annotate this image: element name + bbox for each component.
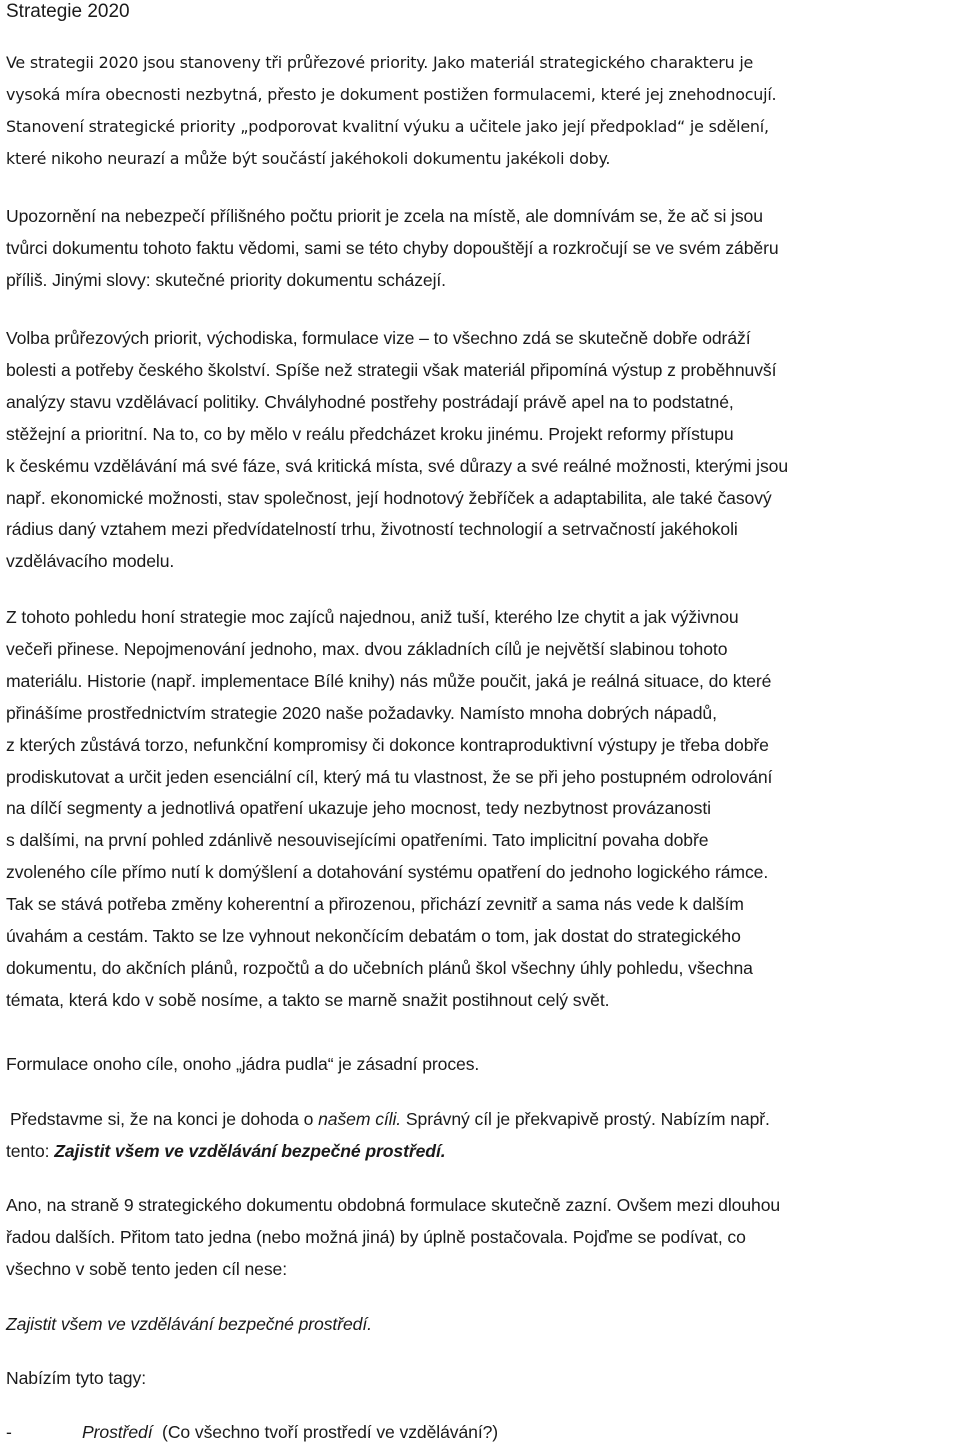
tag-description: (Co všechno tvoří prostředí ve vzdělávání?) <box>152 1422 499 1442</box>
paragraph-line: dokumentu, do akčních plánů, rozpočtů a do učebních plánů škol všechny úhly pohledu, všechna <box>6 957 753 978</box>
paragraph-line: které nikoho neurazí a může být součástí jakéhokoli dokumentu jakékoli doby. <box>6 148 611 168</box>
paragraph-line: úvahám a cestám. Takto se lze vyhnout nekončícím debatám o tom, jak dostat do strategického <box>6 926 741 947</box>
paragraph-line: Stanovení strategické priority „podporovat kvalitní výuku a učitele jako její předpoklad“ je sdělení, <box>6 116 769 136</box>
list-item <box>6 1417 956 1449</box>
paragraph-3 <box>6 323 956 578</box>
paragraph-9 <box>6 1363 956 1395</box>
paragraph-line: tvůrci dokumentu tohoto faktu vědomi, sami se této chyby dopouštějí a rozkročují se ve svém záběru <box>6 237 779 258</box>
bullet-list <box>6 1417 956 1449</box>
goal-statement: Zajistit všem ve vzdělávání bezpečné prostředí. <box>6 1314 372 1334</box>
paragraph-line: Ve strategii 2020 jsou stanoveny tři průřezové priority. Jako materiál strategického charakteru je <box>6 53 754 72</box>
paragraph-7 <box>6 1190 956 1286</box>
paragraph-line <box>6 1104 956 1136</box>
paragraph-line: Z tohoto pohledu honí strategie moc zajíců najednou, aniž tuší, kterého lze chytit a jak výživnou <box>6 607 739 627</box>
paragraph-line: na dílčí segmenty a jednotlivá opatření ukazuje jeho mocnost, tedy nezbytnost provázanosti <box>6 798 711 819</box>
paragraph-line: prodiskutovat a určit jeden esenciální cíl, který má tu vlastnost, že se při jeho postupném odrolování <box>6 766 773 787</box>
paragraph-2 <box>6 201 956 297</box>
paragraph-line: Tak se stává potřeba změny koherentní a přirozenou, přichází zevnitř a sama nás vede k dalším <box>6 894 744 915</box>
text-run: Představme si, že na konci je dohoda o <box>10 1109 319 1129</box>
paragraph-line: s dalšími, na první pohled zdánlivě nesouvisejícími opatřeními. Tato implicitní povaha dobře <box>6 830 709 851</box>
paragraph-line: Formulace onoho cíle, onoho „jádra pudla“ je zásadní proces. <box>6 1054 480 1074</box>
paragraph-line: Volba průřezových priorit, východiska, formulace vize – to všechno zdá se skutečně dobře odráží <box>6 328 751 348</box>
paragraph-line: Nabízím tyto tagy: <box>6 1368 146 1388</box>
paragraph-line: přinášíme prostřednictvím strategie 2020 naše požadavky. Namísto mnoha dobrých nápadů, <box>6 702 717 723</box>
paragraph-line: řadou dalších. Přitom tato jedna (nebo možná jiná) by úplně postačovala. Pojďme se podívat, co <box>6 1226 746 1247</box>
paragraph-line: rádius daný vztahem mezi předvídatelností trhu, životností technologií a setrvačností jakéhokoli <box>6 519 738 540</box>
paragraph-line: všechno v sobě tento jeden cíl nese: <box>6 1258 288 1279</box>
paragraph-line: vysoká míra obecnosti nezbytná, přesto je dokument postižen formulacemi, které jej znehodnocují. <box>6 84 777 104</box>
tag-term: Prostředí <box>82 1422 153 1442</box>
paragraph-6 <box>6 1104 956 1168</box>
key-goal-text: Zajistit všem ve vzdělávání bezpečné prostředí. <box>54 1140 446 1161</box>
text-run: tento: <box>6 1140 55 1161</box>
paragraph-line: k českému vzdělávání má své fáze, svá kritická místa, své důrazy a své reálné možnosti, kterými jsou <box>6 455 789 476</box>
bullet-marker: - <box>6 1422 12 1442</box>
paragraph-line: vzdělávacího modelu. <box>6 551 175 572</box>
paragraph-line: zvoleného cíle přímo nutí k domýšlení a dotahování systému opatření do jednoho logického rámce. <box>6 862 769 883</box>
paragraph-5 <box>6 1049 956 1081</box>
text-run: Správný cíl je překvapivě prostý. Nabízím např. <box>401 1109 770 1129</box>
paragraph-line: témata, která kdo v sobě nosíme, a takto se marně snažit postihnout celý svět. <box>6 989 610 1010</box>
document-title: Strategie 2020 <box>6 1 130 22</box>
paragraph-line: bolesti a potřeby českého školství. Spíše než strategii však materiál připomíná výstup z proběhnuvší <box>6 359 777 380</box>
paragraph-line: stěžejní a prioritní. Na to, co by mělo v reálu předcházet kroku jinému. Projekt reformy přístupu <box>6 423 734 444</box>
paragraph-line: Upozornění na nebezpečí přílišného počtu priorit je zcela na místě, ale domnívám se, že ač si jsou <box>6 206 763 226</box>
paragraph-8 <box>6 1309 956 1341</box>
paragraph-1 <box>6 47 956 175</box>
emphasis-text: našem cíli. <box>318 1109 402 1129</box>
paragraph-line: např. ekonomické možnosti, stav společnost, její hodnotový žebříček a adaptabilita, ale také časový <box>6 487 772 508</box>
paragraph-line: večeři přinese. Nepojmenování jednoho, max. dvou základních cílů je největší slabinou tohoto <box>6 638 728 659</box>
paragraph-line: analýzy stavu vzdělávací politiky. Chvályhodné postřehy postrádají právě apel na to podstatné, <box>6 391 734 412</box>
paragraph-4 <box>6 602 956 1017</box>
paragraph-line: Ano, na straně 9 strategického dokumentu obdobná formulace skutečně zazní. Ovšem mezi dlouhou <box>6 1195 781 1215</box>
paragraph-line <box>6 1136 956 1168</box>
paragraph-line: z kterých zůstává torzo, nefunkční kompromisy či dokonce kontraproduktivní výstupy je třeba dobře <box>6 734 769 755</box>
paragraph-line: materiálu. Historie (např. implementace Bílé knihy) nás může poučit, jaká je reálná situace, do které <box>6 670 772 691</box>
paragraph-line: příliš. Jinými slovy: skutečné priority dokumentu scházejí. <box>6 269 446 290</box>
